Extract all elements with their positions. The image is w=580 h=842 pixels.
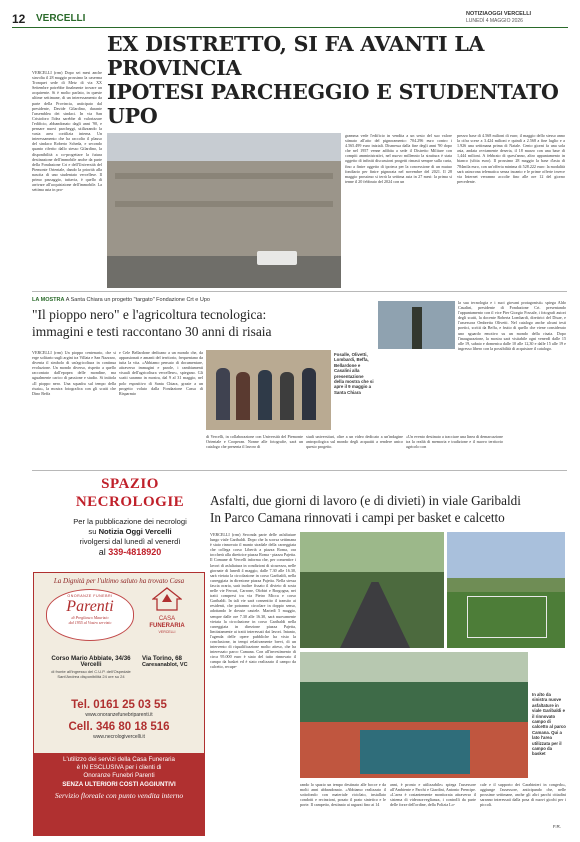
necrologie-ad [60,476,200,572]
article2-photo-pioppo [378,301,455,349]
article3-column3: anni, è pronto e utilizzabile» spiega l'assessore all'Ambiente e Parchi e Giardini, Antonio Prencipe. «L'area è costantemente monitorata attraverso il sistema di videosorveglianza, i controlli da parte delle forze dell'ordine, della Polizia Lo- [390,782,476,808]
article2-column6: la sua tecnologia e i suoi giovani protagonisti» spiega Aldo Casalini, presidente di Fondazione Crt. presentando l'appuntamento con il vice Pier Giorgio Fossale, i fotografi autori degli scatti, la docente Roberta Lombardi, direttrici del Disae, e l'assessora Ombretta Olivetti. Nel catalogo anche alcuni testi poetici, scritti da Beffa, e frutto di quello che viene considerato uno sguardo emotivo su un mondo della risaia. Dopo l'inaugurazione, la mostra sarà visitabile ogni venerdì dalle 15 alle 19, sabato e domenica dalle 10 alle 12,30 e dalle 15 alle 19 e ingresso libero con la possibilità di acquistare il catalogo. [458,300,566,351]
article2-caption: Fosalle, Olivetti, Lombardi, Beffa, Bellardone e Casalini alla presentazione della mostra che si apre il 9 maggio a Santa Chiara [334,352,374,395]
header-rule [12,27,568,28]
funeral-address-2: Via Torino, 68 Caresanablot, VC [142,655,188,668]
article2-column5: «Un evento destinato a tracciare una linea di demarcazione tra la realtà di memoria e tradizione e il nuovo territorio agricolo con [406,434,503,450]
article3-photo-viale [300,532,444,648]
paper-name: NOTIZIAOGGI VERCELLI [466,11,532,17]
article2-title-line1: "Il pioppo nero" e l'agricoltura tecnologica: [32,307,267,322]
funeral-contacts [34,698,204,740]
article2-column2: e Cele Bellardone dedicano a un mondo che, da appassionati e amanti del territorio, frequentano da tutta la vita. «Abbiamo pensato di documentare, attraverso immagini e parole, i cambiamenti visuali dell'agricoltura vercellese», spiegano. Gli scatti saranno in mostra, dal 9 al 31 maggio, nel polo espositivo di Santa Chiara, grazie a un progetto voluto dalla Fondazione Cassa di Risparmio [119,350,203,396]
article3-title [210,492,566,526]
article1-title-line1: EX DISTRETTO, SI FA AVANTI LA PROVINCIA [107,32,485,80]
funeral-ad [33,572,205,836]
funeral-tagline: La Dignità per l'ultimo saluto ha trovato Casa [53,577,185,585]
article1-lead: VERCELLI (rrm) Dopo sei mesi anche stavolta il 28 maggio prossimo la caserma Tronquet sede di Metz di via XX Settembre potrebbe finalmente trovare un acquirente. Si è molto parlato, in queste ultime settimane, di un interessamento da parte della Provincia, anticipato dal presidente, Davide Gilardino, durante l'assemblea dei sindaci. In via San Cristoforo l'idea sarebbe di valorizzare l'edificio, abbandonato dagli anni '90, e pensare nuovi parcheggi, utilizzando la vasta area cortilizia interna. Un interessamento che ha raccolto il plauso del sindaco Roberto Scheda, e secondo quanto riferito dallo stesso Gilardino, la disponibilità a co-progettare la futura destinazione dell'immobile anche da parte della Fondazione Crt e dell'Università del Piemonte Orientale, dando la priorità alla nascita di uno studentato vercellese. Il primo passaggio, tuttavia, è quello di arrivare all'acquisizione dell'immobile. La settima asta in pro- [32,70,102,193]
necrologie-sub2: su Notizia Oggi Vercelli [88,527,172,536]
funeral-web: www.onoranzefunebriparenti.it [85,712,153,718]
article2-column3: di Vercelli, in collaborazione con Università del Piemonte Orientale e Cooperan. Nonne alle fotografie, sarà un catalogo che presenta il lavoro di [206,434,303,450]
necrologie-phone-line: al 339-4818920 [98,547,162,557]
article2-title [32,306,427,340]
article2-kicker-label: LA MOSTRA [32,297,65,303]
divider-2 [32,470,567,471]
article3-signature: F.R. [553,824,562,829]
article3-column1: VERCELLI (rrm) Seconda parte delle asfaltature lungo viale Garibaldi. Dopo che la scorsa settimana è stato rinnovato il manto stradale della carreggiata che collega corso Libertà a piazza Roma, ora toccherà alla direttrice piazza Roma - piazza Pajetta. Il Comune di Vercelli informa che, per consentire i lavori di asfaltatura in condizioni di sicurezza, nelle giornate di lunedì 4 maggio, dalle 7.30 alle 16.30, sarà vietata la circolazione in corso Garibaldi, nella carreggiata in direzione piazza Pajetta. Nella stessa fascia oraria, sarà inoltre fissato il divieto di sosta nelle vie Ferrari, Carrone, Olobtri e Borgogna, nei tratti compresi tra via Pietro Micca e corso Garibaldi. In tali vie sarà consentito il transito ai residenti, che potranno circolare in doppio senso, adottando le dovute cautele. Martedì 5 maggio, sempre dalle ore 7.30 alle 16.30, sarà nuovamente vietata la circolazione in corso Garibaldi nella carreggiata in direzione piazza Pajetta, limitatamente ai tratti interessati dai lavori. Intanto, l'agenda delle opere pubbliche ha visto la conclusione, in tempi relativamente brevi, di un intervento di riqualificazione molto atteso, che ha interessato parco Camana. Con all'investimento di circa 95.000 euro è stato del tutto rinnovato il campo da basket ed è stato realizzato il campo da calcetto, recupe- [210,532,296,670]
article3-caption: In alto da sinistra nuove asfaltature in viale Garibaldi e il rinnovato campo di calcetto al parco Camana. Qui a lato l'area utilizzata per il campo da basket [532,692,566,757]
funeral-tel: Tel. 0161 25 03 55 [71,699,167,711]
article1-column3: prezzo base di 4.568 milioni di euro; il maggio dello stesso anno la cifra scese a 3.424 milioni e quindi a 2.568 a fine luglio e a 1.926 una settimana prima di Natale. Cento giorni fa una sola asta, andata ovviamente deserta, il 18 marzo con una base di 1,444 milioni. A febbraio di quest'anno, altro appuntamento in bianco (sfitta euro). Il prossimo 28 maggio la base d'asta di 784mila euro, con un'offerta minima di 528.222 euro: la modalità sarà asincrona telematica senza incanto e le prime offerte invece via Internet verranno accolte fino alle ore 12 del giorno precedente. [457,133,565,184]
necrologie-sub1: Per la pubblicazione dei necrologi [73,517,187,526]
issue-date: LUNEDÌ 4 MAGGIO 2026 [466,18,523,24]
article3-photo-calcetto [447,532,565,648]
parenti-logo: ONORANZE FUNEBRI Parenti di Pregliasco Maurizio dal 1955 al Vostro servizio [46,589,134,641]
article1-title [107,32,567,128]
section-label: VERCELLI [36,13,86,24]
article1-title-line2: IPOTESI PARCHEGGIO E STUDENTATO UPO [107,80,559,128]
necrologie-sub3: rivolgersi dal lunedì al venerdì [79,537,181,546]
article3-photo-basket [300,652,528,778]
article2-title-line2: immagini e testi raccontano 30 anni di risaia [32,324,272,339]
article2-photo-group [206,350,331,430]
house-icon [152,587,182,611]
necrologie-title-line2: NECROLOGIE [75,494,185,510]
funeral-cell: Cell. 346 80 18 516 [68,721,170,733]
funeral-banner: L'utilizzo dei servizi della Casa Funeraria è IN ESCLUSIVA per i clienti di Onoranze Funebri Parenti SENZA ULTERIORI COSTI AGGIUNTIVI Servizio floreale con punto vendita interno [34,753,204,836]
page-number: 12 [12,12,26,26]
article3-title-line2: In Parco Camana rinnovati i campi per basket e calcetto [210,510,505,525]
funeral-web2: www.necrologivercelli.it [93,734,145,740]
necrologie-phone: 339-4818920 [108,547,162,557]
article3-column4: cale e il supporto dei Carabinieri in congedo», aggiunge l'assessore, anticipando che, nelle prossime settimane, anche gli altri parchi cittadini saranno interessati dalla posa di nuovi giochi per i piccoli. [480,782,566,808]
article2-kicker [32,297,210,303]
funeral-address-1: Corso Mario Abbiate, 34/36 Vercelli di fronte all'ingresso del C.U.P. dell'Ospedale Sant'Andrea disponibilità 24 ore su 24 [51,655,131,679]
article2-column4: studi universitari, oltre a un video dedicato a un'indagine antropologica sul mondo degli acquatiti a rendere unico questo progetto. [306,434,403,450]
article3-title-line1: Asfalti, due giorni di lavoro (e di divieti) in viale Garibaldi [210,493,521,508]
article1-column2: gramma vede l'edificio in vendita a un sesto del suo valore stimato all'atto del pignoramento: 704.296 euro contro i 4.565.499 euro iniziali. Dismessa dalla fine degli anni '90 dopo che nel 1957 venne adibita a sede il Distretto Militare con compiti amministrativi, nel nuovo millennio la struttura è stata oggetto di infiniti discussioni progetti rimasti sempre sulla carta, fino a finire oggetto di ipoteca per la concessione di un mutuo fondiario per finire pignorata nel novembre del 2021. Il 28 maggio prossimo si terrà la settima asta in 27 mesi: la prima si tenne il 20 febbraio del 2024 con un [345,133,452,184]
article1-photo-caserma [107,133,341,288]
article2-kicker-text: A Santa Chiara un progetto "targato" Fondazione Crt e Upo [65,297,210,303]
necrologie-title-line1: SPAZIO [101,476,159,492]
article2-column1: VERCELLI (rrm) Un pioppo centenario, che si erge solitario sugli argini tra Villata e San Nazzaro, diventa il simbolo di un'agricoltura in continua evoluzione. Un mondo diverso, rispetto a quello raccontato dall'epopea delle mondine, ma ugualmente carico di passione e studio. Si intitola «Il pioppo nero. Una squadra sul tempo della risaia», la mostra fotografica con gli scatti che Dino Beffa [32,350,116,396]
casa-funeraria-logo: CASA FUNERARIA VERCELLI [142,587,192,643]
article3-column2: rando lo spazio un tempo destinato alle bocce e da molti anni abbandonato. «Abbiamo realizzato il sottofondo con materiale riciclato, installato condotti e recinzioni, posato il prato sintetico e le porte. Il campetto, destinato ai ragazzi fino ai 14 [300,782,386,808]
divider-1 [32,291,567,292]
